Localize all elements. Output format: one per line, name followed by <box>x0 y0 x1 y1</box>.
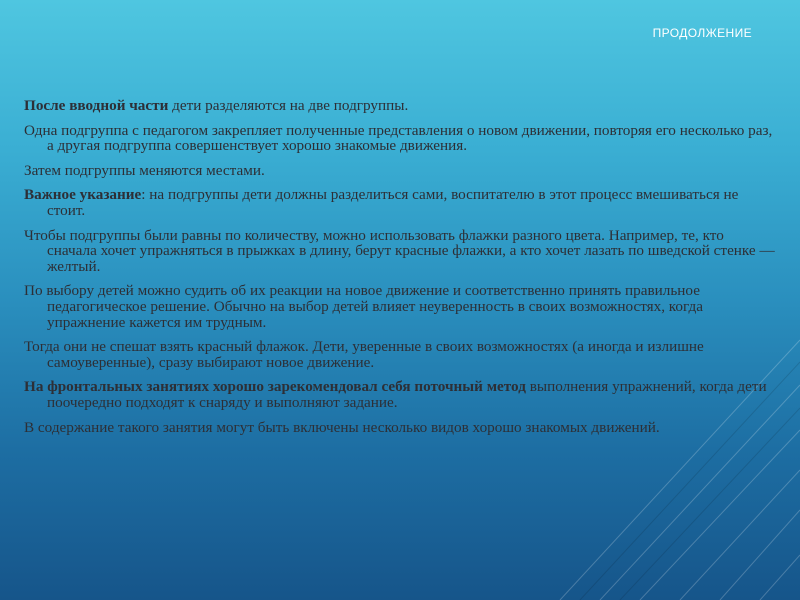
paragraph-8-text: выполнения упражнений, когда дети поочередно подходят к снаряду и выполняют задание. <box>47 378 767 411</box>
paragraph-5 <box>24 228 776 275</box>
paragraph-8 <box>24 379 776 410</box>
paragraph-7 <box>24 339 776 370</box>
paragraph-9-text: В содержание такого занятия могут быть включены несколько видов хорошо знакомых движений. <box>24 418 660 436</box>
paragraph-2-text: Одна подгруппа с педагогом закрепляет полученные представления о новом движении, повторяя его несколько раз, а другая подгруппа совершенствует хорошо знакомые движения. <box>24 121 773 155</box>
paragraph-6-text: По выбору детей можно судить об их реакции на новое движение и соответственно принять правильное педагогическое решение. Обычно на выбор детей влияет неуверенность в своих возможностях, когда упражнение кажется им трудным. <box>24 282 703 331</box>
paragraph-5-text: Чтобы подгруппы были равны по количеству, можно использовать флажки разного цвета. Например, те, кто сначала хочет упражняться в прыжках в длину, берут красные флажки, а кто хочет лазать по шведской стенке — желтый. <box>24 226 775 275</box>
slide-body <box>24 98 776 444</box>
paragraph-8-bold: На фронтальных занятиях хорошо зарекомендовал себя поточный метод <box>24 378 526 396</box>
paragraph-3-text: Затем подгруппы меняются местами. <box>24 161 265 179</box>
paragraph-6 <box>24 283 776 330</box>
paragraph-4-text: : на подгруппы дети должны разделиться сами, воспитателю в этот процесс вмешиваться не стоит. <box>47 186 739 219</box>
paragraph-4 <box>24 187 776 218</box>
slide-title: ПРОДОЛЖЕНИЕ <box>652 26 752 40</box>
paragraph-1 <box>24 98 776 114</box>
paragraph-4-bold: Важное указание <box>24 186 142 204</box>
paragraph-9 <box>24 420 776 436</box>
paragraph-2 <box>24 123 776 154</box>
paragraph-1-bold: После вводной части <box>24 97 169 114</box>
paragraph-1-text: дети разделяются на две подгруппы. <box>168 97 409 114</box>
paragraph-3 <box>24 163 776 179</box>
paragraph-7-text: Тогда они не спешат взять красный флажок. Дети, уверенные в своих возможностях (а иногда и излишне самоуверенные), сразу выбирают новое движение. <box>24 338 704 371</box>
